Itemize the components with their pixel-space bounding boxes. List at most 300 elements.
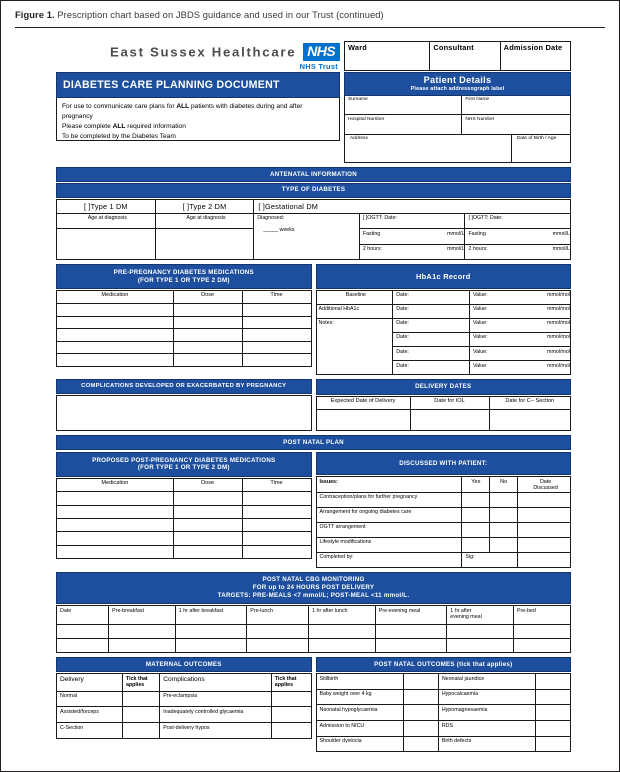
- pn-outcome-right: Neonatal jaundice: [438, 674, 535, 690]
- proposed-col-medication: Medication: [57, 478, 174, 492]
- hba1c-unit: mmol/mol: [547, 306, 570, 313]
- issues-header: Issues:: [316, 476, 462, 492]
- cbg-cell[interactable]: [375, 624, 447, 638]
- discussed-yes-cell[interactable]: [462, 537, 490, 552]
- hba1c-unit: mmol/mol: [547, 320, 570, 327]
- proposed-meds-discussed-row: [56, 452, 571, 567]
- proposed-dose-cell[interactable]: [173, 545, 242, 558]
- ogtt1-label[interactable]: [ ]OGTT: Date:: [359, 213, 465, 229]
- intro-line-3: To be completed by the Diabetes Team: [62, 133, 176, 141]
- ogtt1-fasting-row[interactable]: [359, 229, 465, 245]
- date-discussed-header: [518, 476, 571, 492]
- complication-tick-cell[interactable]: [271, 691, 311, 707]
- proposed-dose-cell[interactable]: [173, 505, 242, 518]
- prepreg-med-cell[interactable]: [57, 316, 174, 329]
- fasting-label-2: Fasting: [468, 230, 486, 237]
- hba1c-notes-cell[interactable]: Notes:: [316, 318, 393, 374]
- proposed-meds-table: [56, 478, 312, 560]
- hba1c-row-label: Baseline: [316, 290, 393, 304]
- hba1c-date-cell[interactable]: Date:: [393, 290, 470, 304]
- diagnosed-cell[interactable]: [254, 213, 360, 260]
- cbg-cell[interactable]: [447, 624, 514, 638]
- delivery-dates-table: [316, 396, 572, 432]
- title-patient-row: [56, 72, 571, 163]
- cbg-cell[interactable]: [447, 638, 514, 652]
- age-at-diagnosis-2-label: Age at diagnosis: [155, 213, 254, 229]
- address-field[interactable]: Address: [345, 135, 512, 163]
- hba1c-unit: mmol/mol: [547, 362, 570, 369]
- proposed-dose-cell[interactable]: [173, 519, 242, 532]
- ogtt1-2hr-row[interactable]: [359, 244, 465, 260]
- prepreg-title-1: PRE-PREGNANCY DIABETES MEDICATIONS: [113, 268, 254, 276]
- patient-details-title: Patient Details: [423, 75, 492, 85]
- iol-header: Date for IOL: [410, 396, 489, 410]
- delivery-col-header: Delivery: [57, 674, 123, 692]
- tick1-line1: Tick that: [126, 675, 148, 682]
- patient-details-block: [344, 72, 571, 163]
- complication-option: Pre-eclampsia: [160, 691, 272, 707]
- pn-tick-left[interactable]: [403, 705, 438, 721]
- pn-outcome-right: Birth defects: [438, 736, 535, 752]
- delivery-option: C-Section: [57, 723, 123, 739]
- date-discussed-line2: Discussed: [533, 485, 558, 492]
- table-row: [316, 721, 571, 737]
- pn-outcome-right: RDS: [438, 721, 535, 737]
- discussed-yes-cell[interactable]: [462, 507, 490, 522]
- cbg-col-date: Date: [57, 605, 109, 624]
- figure-caption-text: Prescription chart based on JBDS guidance and used in our Trust (continued): [57, 10, 384, 20]
- discussed-no-cell[interactable]: [490, 537, 518, 552]
- prepreg-col-medication: Medication: [57, 290, 174, 304]
- cbg-title-1: POST NATAL CBG MONITORING: [262, 576, 365, 584]
- table-row: [57, 199, 571, 213]
- intro-text: [56, 98, 340, 141]
- discussed-yes-cell[interactable]: [462, 522, 490, 537]
- cbg-cell[interactable]: [247, 624, 309, 638]
- prepreg-dose-cell[interactable]: [173, 329, 242, 342]
- pn-outcome-left: Admission to NICU: [316, 721, 403, 737]
- cbg-cell[interactable]: [247, 638, 309, 652]
- hba1c-value-label: Value:: [472, 334, 488, 341]
- pn-tick-left[interactable]: [403, 689, 438, 705]
- hba1c-date-cell[interactable]: Date:: [393, 346, 470, 360]
- hba1c-value-cell[interactable]: [469, 304, 570, 318]
- tick2-line2: applies: [274, 682, 294, 689]
- weeks-field[interactable]: _____ weeks: [263, 227, 295, 234]
- cbg-col7-line2: evening meal: [450, 613, 482, 620]
- complication-option: Post-delivery hypos: [160, 723, 272, 739]
- meds-hba1c-row: [56, 264, 571, 375]
- antenatal-section-header: ANTENATAL INFORMATION: [56, 167, 571, 182]
- ward-cell[interactable]: Ward: [345, 42, 430, 71]
- proposed-med-cell[interactable]: [57, 532, 174, 545]
- table-row: [57, 605, 571, 624]
- gestational-checkbox[interactable]: [ ]Gestational DM: [254, 199, 571, 213]
- pn-outcome-right: Hypomagnesaemia: [438, 705, 535, 721]
- cbg-cell[interactable]: [309, 624, 376, 638]
- table-row: [316, 537, 571, 552]
- completed-by-label[interactable]: Completed by:: [316, 552, 462, 567]
- table-row: [57, 723, 312, 739]
- prepreg-med-cell[interactable]: [57, 329, 174, 342]
- cbg-col-preevening: Pre-evening meal: [375, 605, 447, 624]
- outcomes-row: [56, 657, 571, 753]
- form-header-row: [56, 41, 571, 71]
- page-title: DIABETES CARE PLANNING DOCUMENT: [56, 72, 340, 98]
- hba1c-value-cell[interactable]: [469, 361, 570, 375]
- postnatal-plan-header: POST NATAL PLAN: [56, 435, 571, 450]
- yes-header: Yes: [462, 476, 490, 492]
- proposed-title-1: PROPOSED POST-PREGNANCY DIABETES MEDICATIONS: [92, 456, 276, 464]
- discussed-block: [316, 452, 572, 567]
- hba1c-row-label: Additional HbA1c: [316, 304, 393, 318]
- discussed-date-cell[interactable]: [518, 507, 571, 522]
- patient-address-table: [344, 135, 571, 164]
- proposed-dose-cell[interactable]: [173, 492, 242, 505]
- cbg-cell[interactable]: [175, 638, 247, 652]
- two-hours-unit-2: mmol/L: [552, 246, 570, 253]
- admission-date-cell[interactable]: Admission Date: [500, 42, 570, 71]
- dob-field[interactable]: Date of Birth / Age: [511, 135, 570, 163]
- table-row: [57, 519, 312, 532]
- proposed-time-cell[interactable]: [242, 505, 311, 518]
- complication-option: Inadequately controlled glycaemia: [160, 707, 272, 723]
- cbg-cell[interactable]: [375, 638, 447, 652]
- prepregnancy-meds-header: [56, 264, 312, 289]
- pn-tick-right[interactable]: [535, 674, 570, 690]
- intro-line-1: For use to communicate care plans for ALL patients with diabetes during and after pregnancy: [62, 103, 303, 121]
- table-row: [316, 674, 571, 690]
- hba1c-value-label: Value:: [472, 320, 488, 327]
- two-hours-label-2: 2 hours:: [468, 246, 488, 253]
- table-row: [316, 507, 571, 522]
- antenatal-table: [56, 199, 571, 261]
- pn-outcome-left: Neonatal hypoglycaemia: [316, 705, 403, 721]
- prepreg-col-time: Time: [242, 290, 311, 304]
- csection-input[interactable]: [489, 410, 571, 431]
- tick-col-header-2: [271, 674, 311, 692]
- table-row: [57, 213, 571, 229]
- fasting-label-1: Fasting: [362, 230, 381, 237]
- ogtt2-label[interactable]: [ ]OGTT: Date:: [465, 213, 571, 229]
- table-row: [57, 492, 312, 505]
- proposed-dose-cell[interactable]: [173, 532, 242, 545]
- prepreg-dose-cell[interactable]: [173, 304, 242, 317]
- discussed-no-cell[interactable]: [490, 522, 518, 537]
- pn-tick-left[interactable]: [403, 736, 438, 752]
- table-row: [316, 290, 571, 304]
- no-header: No: [490, 476, 518, 492]
- nhs-number-field[interactable]: NHS Number: [462, 115, 571, 135]
- hba1c-value-cell[interactable]: [469, 346, 570, 360]
- ogtt2-fasting-row[interactable]: [465, 229, 571, 245]
- table-row: [345, 115, 571, 135]
- ogtt2-2hr-row[interactable]: [465, 244, 571, 260]
- cbg-col7-line1: 1 hr after: [450, 607, 472, 614]
- cbg-cell[interactable]: [57, 638, 109, 652]
- pn-tick-left[interactable]: [403, 674, 438, 690]
- type-of-diabetes-header: TYPE OF DIABETES: [56, 183, 571, 198]
- prepreg-dose-cell[interactable]: [173, 316, 242, 329]
- cbg-table: [56, 605, 571, 653]
- intro-line-2: Please complete ALL required information: [62, 123, 186, 131]
- cbg-cell[interactable]: [109, 624, 176, 638]
- table-row: [316, 476, 571, 492]
- hba1c-unit: mmol/mol: [547, 292, 570, 299]
- table-row: [57, 354, 312, 367]
- prepreg-med-cell[interactable]: [57, 354, 174, 367]
- figure-label: Figure 1.: [15, 10, 55, 20]
- proposed-time-cell[interactable]: [242, 545, 311, 558]
- patient-details-header: [344, 72, 571, 96]
- cbg-col-prebreakfast: Pre-breakfast: [109, 605, 176, 624]
- complication-tick-cell[interactable]: [271, 723, 311, 739]
- hba1c-table: [316, 290, 572, 376]
- diabetes-care-planning-form: [56, 41, 571, 752]
- complications-col-header: Complications: [160, 674, 272, 692]
- maternal-outcomes-table: [56, 673, 312, 738]
- proposed-med-cell[interactable]: [57, 492, 174, 505]
- ward-table: [344, 41, 571, 71]
- hba1c-value-label: Value:: [472, 306, 488, 313]
- maternal-outcomes-block: [56, 657, 312, 753]
- table-row: [57, 707, 312, 723]
- prepregnancy-meds-block: [56, 264, 312, 375]
- discussed-issue-label: Arrangement for ongoing diabetes care: [316, 507, 462, 522]
- discussed-no-cell[interactable]: [490, 507, 518, 522]
- hba1c-value-label: Value:: [472, 348, 488, 355]
- complications-header: COMPLICATIONS DEVELOPED OR EXACERBATED BY PREGNANCY: [56, 379, 312, 394]
- tick-col-header-1: [123, 674, 160, 692]
- table-row: [345, 42, 571, 71]
- proposed-time-cell[interactable]: [242, 519, 311, 532]
- proposed-med-cell[interactable]: [57, 519, 174, 532]
- cbg-col-prebed: Pre-bed: [513, 605, 570, 624]
- discussed-no-cell[interactable]: [490, 492, 518, 507]
- prepreg-time-cell[interactable]: [242, 316, 311, 329]
- consultant-cell[interactable]: Consultant: [430, 42, 500, 71]
- pn-tick-right[interactable]: [535, 689, 570, 705]
- complications-delivery-row: [56, 379, 571, 431]
- type1-checkbox[interactable]: [ ]Type 1 DM: [57, 199, 156, 213]
- cbg-title-3: TARGETS: PRE-MEALS <7 mmol/L; POST-MEAL <11 mmol/L.: [217, 591, 410, 599]
- table-row: [316, 522, 571, 537]
- two-hours-label-1: 2 hours:: [362, 246, 383, 253]
- table-row: [57, 532, 312, 545]
- proposed-med-cell[interactable]: [57, 505, 174, 518]
- table-row: [57, 316, 312, 329]
- table-row: [345, 96, 571, 115]
- prepreg-time-cell[interactable]: [242, 329, 311, 342]
- proposed-time-cell[interactable]: [242, 532, 311, 545]
- table-row: [345, 135, 571, 163]
- table-row: [57, 341, 312, 354]
- table-row: [316, 705, 571, 721]
- table-row: [57, 674, 312, 692]
- hba1c-value-cell[interactable]: [469, 318, 570, 332]
- table-row: [57, 304, 312, 317]
- hba1c-value-cell[interactable]: [469, 332, 570, 346]
- delivery-tick-cell[interactable]: [123, 707, 160, 723]
- hba1c-date-cell[interactable]: Date:: [393, 332, 470, 346]
- pn-tick-right[interactable]: [535, 736, 570, 752]
- delivery-dates-block: [316, 379, 572, 431]
- two-hours-unit-1: mmol/L: [447, 246, 465, 253]
- prepregnancy-meds-table: [56, 290, 312, 367]
- prepreg-col-dose: Dose: [173, 290, 242, 304]
- prepreg-dose-cell[interactable]: [173, 354, 242, 367]
- cbg-cell[interactable]: [309, 638, 376, 652]
- table-row: [316, 318, 571, 332]
- signature-field[interactable]: Sig:: [462, 552, 518, 567]
- csection-header: Date for C– Section: [489, 396, 571, 410]
- proposed-col-dose: Dose: [173, 478, 242, 492]
- edd-header: Expected Date of Delivery: [316, 396, 410, 410]
- completed-date-cell[interactable]: [518, 552, 571, 567]
- table-row: [316, 410, 571, 431]
- table-row: [57, 329, 312, 342]
- fasting-unit-1: mmol/L: [447, 230, 465, 237]
- hba1c-block: [316, 264, 572, 375]
- hba1c-value-label: Value:: [472, 362, 488, 369]
- first-name-field[interactable]: First Name: [462, 96, 571, 115]
- discussed-yes-cell[interactable]: [462, 492, 490, 507]
- hba1c-unit: mmol/mol: [547, 348, 570, 355]
- table-row: [57, 478, 312, 492]
- pn-tick-left[interactable]: [403, 721, 438, 737]
- cbg-title-2: FOR up to 24 HOURS POST DELIVERY: [252, 583, 375, 591]
- edd-input[interactable]: [316, 410, 410, 431]
- discussed-issue-label: Lifestyle modifications: [316, 537, 462, 552]
- proposed-med-cell[interactable]: [57, 545, 174, 558]
- proposed-title-2: (FOR TYPE 1 OR TYPE 2 DM): [137, 464, 230, 472]
- tick2-line1: Tick that: [274, 675, 297, 682]
- type2-checkbox[interactable]: [ ]Type 2 DM: [155, 199, 254, 213]
- age1-input[interactable]: [57, 229, 156, 260]
- cbg-monitoring-header: [56, 572, 571, 604]
- maternal-outcomes-header: MATERNAL OUTCOMES: [56, 657, 312, 673]
- nhs-trust-subtitle: NHS Trust: [299, 61, 338, 71]
- pn-outcome-left: Baby weight over 4 kg: [316, 689, 403, 705]
- table-row: [57, 505, 312, 518]
- hba1c-date-cell[interactable]: Date:: [393, 304, 470, 318]
- hba1c-value-cell[interactable]: [469, 290, 570, 304]
- prepreg-med-cell[interactable]: [57, 341, 174, 354]
- diagnosed-label: Diagnosed:: [257, 215, 285, 222]
- discussed-header: DISCUSSED WITH PATIENT:: [316, 452, 572, 475]
- pn-tick-right[interactable]: [535, 705, 570, 721]
- prepreg-time-cell[interactable]: [242, 341, 311, 354]
- patient-details-table: [344, 96, 571, 135]
- figure-caption: [1, 1, 619, 27]
- prepreg-dose-cell[interactable]: [173, 341, 242, 354]
- surname-field[interactable]: Surname: [345, 96, 462, 115]
- age-at-diagnosis-1-label: Age at diagnosis: [57, 213, 156, 229]
- tick1-line2: applies: [126, 682, 145, 689]
- patient-details-subtitle: Please attach addressograph label: [410, 85, 505, 92]
- delivery-option: Assisted/forceps: [57, 707, 123, 723]
- prepreg-time-cell[interactable]: [242, 354, 311, 367]
- hba1c-unit: mmol/mol: [547, 334, 570, 341]
- discussed-table: [316, 476, 572, 568]
- document-title-block: [56, 72, 340, 163]
- hba1c-value-label: Value:: [472, 292, 488, 299]
- table-row: [57, 638, 571, 652]
- table-row: [316, 736, 571, 752]
- prepreg-title-2: (FOR TYPE 1 OR TYPE 2 DM): [137, 276, 230, 284]
- ward-consultant-block: [344, 41, 571, 71]
- trust-logo-block: [56, 41, 344, 71]
- hba1c-header: HbA1c Record: [316, 264, 572, 288]
- cbg-cell[interactable]: [513, 638, 570, 652]
- hba1c-date-cell[interactable]: Date:: [393, 318, 470, 332]
- cbg-cell[interactable]: [175, 624, 247, 638]
- postnatal-outcomes-header: POST NATAL OUTCOMES (tick that applies): [316, 657, 572, 673]
- cbg-col-1hr-evening: [447, 605, 514, 624]
- trust-logo-line: [56, 43, 344, 61]
- hba1c-date-cell[interactable]: Date:: [393, 361, 470, 375]
- prepreg-med-cell[interactable]: [57, 304, 174, 317]
- age2-input[interactable]: [155, 229, 254, 260]
- table-row: [316, 689, 571, 705]
- caption-divider: [15, 27, 605, 28]
- discussed-issue-label: Contraception/plans for further pregnancy: [316, 492, 462, 507]
- delivery-option: Normal: [57, 691, 123, 707]
- pn-tick-right[interactable]: [535, 721, 570, 737]
- discussed-date-cell[interactable]: [518, 522, 571, 537]
- hospital-number-field[interactable]: Hospital Number: [345, 115, 462, 135]
- iol-input[interactable]: [410, 410, 489, 431]
- complications-block: [56, 379, 312, 431]
- pn-outcome-right: Hypocalcaemia: [438, 689, 535, 705]
- fasting-unit-2: mmol/L: [552, 230, 570, 237]
- complication-tick-cell[interactable]: [271, 707, 311, 723]
- cbg-col-1hr-lunch: 1 hr after lunch: [309, 605, 376, 624]
- postnatal-outcomes-table: [316, 673, 572, 752]
- table-row: [316, 492, 571, 507]
- pn-outcome-left: Stillbirth: [316, 674, 403, 690]
- delivery-tick-cell[interactable]: [123, 691, 160, 707]
- nhs-logo-icon: NHS: [303, 43, 340, 61]
- proposed-time-cell[interactable]: [242, 492, 311, 505]
- table-row: [316, 304, 571, 318]
- cbg-col-prelunch: Pre-lunch: [247, 605, 309, 624]
- table-row: [316, 396, 571, 410]
- discussed-date-cell[interactable]: [518, 492, 571, 507]
- table-row: [316, 552, 571, 567]
- cbg-cell[interactable]: [57, 624, 109, 638]
- pn-outcome-left: Shoulder dystocia: [316, 736, 403, 752]
- table-row: [57, 691, 312, 707]
- proposed-meds-header: [56, 452, 312, 477]
- discussed-date-cell[interactable]: [518, 537, 571, 552]
- prepreg-time-cell[interactable]: [242, 304, 311, 317]
- table-row: [57, 624, 571, 638]
- delivery-tick-cell[interactable]: [123, 723, 160, 739]
- discussed-issue-label: OGTT arrangement: [316, 522, 462, 537]
- complications-input[interactable]: [56, 395, 312, 431]
- postnatal-outcomes-block: [316, 657, 572, 753]
- delivery-dates-header: DELIVERY DATES: [316, 379, 572, 395]
- cbg-cell[interactable]: [513, 624, 570, 638]
- table-row: [57, 545, 312, 558]
- trust-name: East Sussex Healthcare: [110, 44, 297, 60]
- date-discussed-line1: Date: [539, 478, 552, 485]
- cbg-cell[interactable]: [109, 638, 176, 652]
- table-row: [57, 290, 312, 304]
- cbg-col-1hr-breakfast: 1 hr after breakfast: [175, 605, 247, 624]
- proposed-meds-block: [56, 452, 312, 567]
